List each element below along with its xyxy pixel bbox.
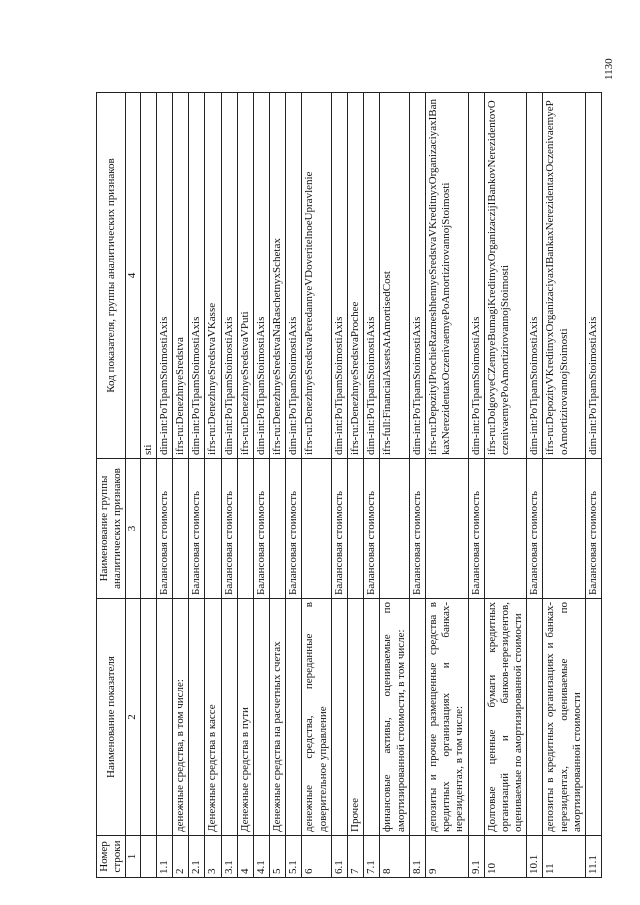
table-row — [286, 93, 302, 878]
group-name — [237, 459, 253, 599]
col-index-4: 4 — [126, 93, 140, 459]
row-number: 9.1 — [468, 836, 484, 878]
indicator-code: dim-int:PoTipamStoimostiAxis — [286, 93, 302, 459]
indicator-name: Денежные средства в пути — [237, 599, 253, 836]
table-row — [253, 93, 269, 878]
indicator-code: ifrs-ru:DenezhnyeSredstvaVPuti — [237, 93, 253, 459]
group-name: Балансовая стоимость — [586, 459, 602, 599]
indicator-code: ifrs-ru:DepozityVKreditnyxOrganizaciyaxIBankaxNerezidentaxOczenivaemyePoAmortizirovannojStoimosti — [543, 93, 586, 459]
indicator-name — [140, 599, 156, 836]
indicator-name: денежные средства, переданные в доверительное управление — [302, 599, 331, 836]
indicator-name: финансовые активы, оцениваемые по амортизированной стоимости, в том числе: — [380, 599, 409, 836]
header-row-no: Номер строки — [97, 836, 126, 878]
row-number: 9 — [425, 836, 468, 878]
indicator-name: депозиты в кредитных организациях и банках-нерезидентах, оцениваемые по амортизированной стоимости — [543, 599, 586, 836]
group-name: Балансовая стоимость — [331, 459, 347, 599]
table-row — [364, 93, 380, 878]
indicator-name — [468, 599, 484, 836]
indicator-name — [156, 599, 172, 836]
indicator-table — [96, 92, 602, 878]
header-row — [97, 93, 126, 878]
group-name: Балансовая стоимость — [156, 459, 172, 599]
row-number: 4 — [237, 836, 253, 878]
indicator-name — [286, 599, 302, 836]
row-number: 5.1 — [286, 836, 302, 878]
group-name — [484, 459, 527, 599]
indicator-code: ifrs-ru:DolgovyeCZennyeBumagiKreditnyxOrganizaczijIBankovNerezidentovOczenivaemyePoAmortizirovannojStoimosti — [484, 93, 527, 459]
indicator-name: Денежные средства на расчетных счетах — [270, 599, 286, 836]
row-number — [140, 836, 156, 878]
table-row — [237, 93, 253, 878]
row-number: 5 — [270, 836, 286, 878]
indicator-code: sti — [140, 93, 156, 459]
table-row — [189, 93, 205, 878]
group-name — [425, 459, 468, 599]
rotated-page — [96, 93, 599, 878]
indicator-code: dim-int:PoTipamStoimostiAxis — [331, 93, 347, 459]
group-name: Балансовая стоимость — [253, 459, 269, 599]
group-name — [302, 459, 331, 599]
indicator-name: депозиты и прочие размещенные средства в кредитных организациях и банках-нерезидентах, в том числе: — [425, 599, 468, 836]
row-number: 10 — [484, 836, 527, 878]
row-number: 2.1 — [189, 836, 205, 878]
group-name: Балансовая стоимость — [527, 459, 543, 599]
row-number: 6.1 — [331, 836, 347, 878]
table-row — [409, 93, 425, 878]
group-name — [543, 459, 586, 599]
page-number: 1130 — [603, 58, 615, 80]
indicator-name — [189, 599, 205, 836]
indicator-code: dim-int:PoTipamStoimostiAxis — [409, 93, 425, 459]
table-row — [270, 93, 286, 878]
group-name — [348, 459, 364, 599]
table-body — [140, 93, 602, 878]
indicator-code: ifrs-ru:DenezhnyeSredstvaPeredannyeVDoveritelnoeUpravlenie — [302, 93, 331, 459]
table-row — [348, 93, 364, 878]
indicator-name — [364, 599, 380, 836]
col-index-1: 1 — [126, 836, 140, 878]
group-name — [205, 459, 221, 599]
group-name — [172, 459, 188, 599]
table-row — [543, 93, 586, 878]
indicator-code: dim-int:PoTipamStoimostiAxis — [221, 93, 237, 459]
row-number: 3 — [205, 836, 221, 878]
indicator-name: Долговые ценные бумаги кредитных организаций и банков-нерезидентов, оцениваемые по амортизированной стоимости — [484, 599, 527, 836]
table-row — [425, 93, 468, 878]
indicator-code: dim-int:PoTipamStoimostiAxis — [189, 93, 205, 459]
indicator-name — [253, 599, 269, 836]
indicator-name — [409, 599, 425, 836]
group-name: Балансовая стоимость — [221, 459, 237, 599]
indicator-code: dim-int:PoTipamStoimostiAxis — [364, 93, 380, 459]
group-name: Балансовая стоимость — [364, 459, 380, 599]
indicator-name: денежные средства, в том числе: — [172, 599, 188, 836]
group-name — [380, 459, 409, 599]
col-index-3: 3 — [126, 459, 140, 599]
table-row — [527, 93, 543, 878]
indicator-code: dim-int:PoTipamStoimostiAxis — [253, 93, 269, 459]
group-name: Балансовая стоимость — [189, 459, 205, 599]
indicator-code: dim-int:PoTipamStoimostiAxis — [468, 93, 484, 459]
group-name: Балансовая стоимость — [409, 459, 425, 599]
row-number: 4.1 — [253, 836, 269, 878]
group-name — [270, 459, 286, 599]
indicator-code: dim-int:PoTipamStoimostiAxis — [527, 93, 543, 459]
row-number: 6 — [302, 836, 331, 878]
row-number: 7.1 — [364, 836, 380, 878]
indicator-code: ifrs-ru:DenezhnyeSredstva — [172, 93, 188, 459]
indicator-code: ifrs-full:FinancialAssetsAtAmortisedCost — [380, 93, 409, 459]
indicator-code: ifrs-ru:DenezhnyeSredstvaVKasse — [205, 93, 221, 459]
indicator-code: ifrs-ru:DenezhnyeSredstvaProchee — [348, 93, 364, 459]
indicator-name — [586, 599, 602, 836]
indicator-code: dim-int:PoTipamStoimostiAxis — [586, 93, 602, 459]
row-number: 10.1 — [527, 836, 543, 878]
row-number: 8.1 — [409, 836, 425, 878]
header-indicator-name: Наименование показателя — [97, 599, 126, 836]
header-code: Код показателя, группы аналитических признаков — [97, 93, 126, 459]
table-row — [302, 93, 331, 878]
indicator-name — [221, 599, 237, 836]
table-row — [380, 93, 409, 878]
table-row — [484, 93, 527, 878]
table-row — [468, 93, 484, 878]
header-group-name: Наименование группы аналитических признаков — [97, 459, 126, 599]
group-name — [140, 459, 156, 599]
indicator-name — [527, 599, 543, 836]
indicator-code: dim-int:PoTipamStoimostiAxis — [156, 93, 172, 459]
row-number: 1.1 — [156, 836, 172, 878]
col-index-2: 2 — [126, 599, 140, 836]
row-number: 8 — [380, 836, 409, 878]
table-row — [331, 93, 347, 878]
row-number: 7 — [348, 836, 364, 878]
indicator-code: ifrs-ru:DenezhnyeSredstvaNaRaschetnyxSchetax — [270, 93, 286, 459]
table-row — [156, 93, 172, 878]
table-row — [205, 93, 221, 878]
indicator-name — [331, 599, 347, 836]
group-name: Балансовая стоимость — [286, 459, 302, 599]
row-number: 11.1 — [586, 836, 602, 878]
group-name: Балансовая стоимость — [468, 459, 484, 599]
indicator-name: Денежные средства в кассе — [205, 599, 221, 836]
indicator-code: ifrs-ru:DepozityIProchieRazmeshhennyeSredstvaVKreditnyxOrganizaciyaxIBankaxNerezidentaxOczenivaemyePoAmortizirovannojStoimosti — [425, 93, 468, 459]
row-number: 2 — [172, 836, 188, 878]
table-row — [172, 93, 188, 878]
column-index-row — [126, 93, 140, 878]
row-number: 11 — [543, 836, 586, 878]
table-row — [586, 93, 602, 878]
table-row — [221, 93, 237, 878]
row-number: 3.1 — [221, 836, 237, 878]
indicator-name: Прочее — [348, 599, 364, 836]
table-row — [140, 93, 156, 878]
